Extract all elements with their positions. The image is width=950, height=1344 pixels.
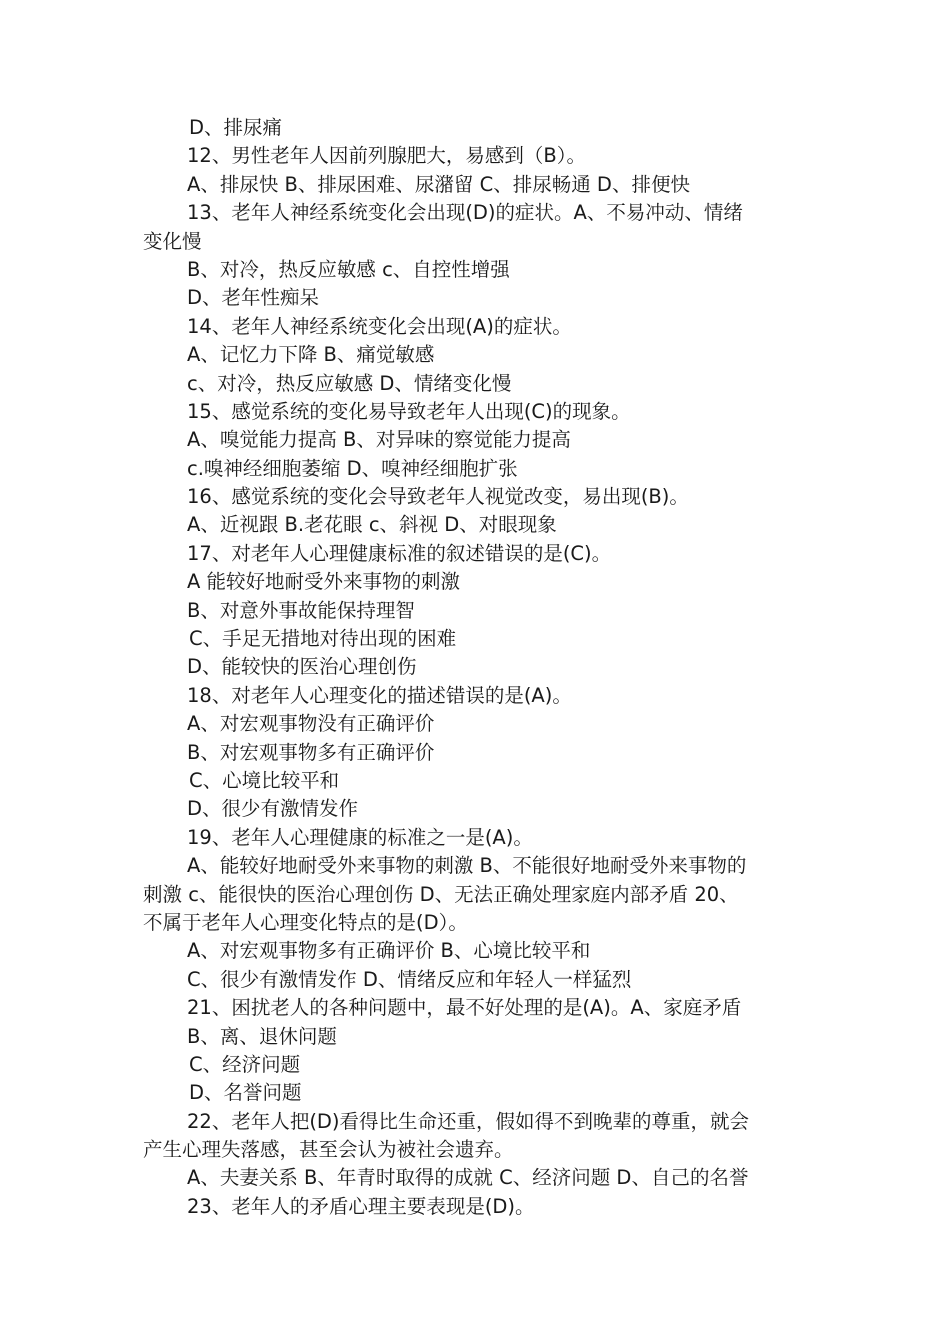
text-line: 15、感觉系统的变化易导致老年人出现(C)的现象。 [187, 399, 631, 423]
text-line: 23、老年人的矛盾心理主要表现是(D)。 [187, 1194, 535, 1218]
text-line: C、心境比较平和 [189, 768, 340, 792]
text-line: 不属于老年人心理变化特点的是(D）。 [143, 910, 468, 934]
text-line: A 能较好地耐受外来事物的刺激 [187, 570, 461, 594]
text-line: c.嗅神经细胞萎缩 D、嗅神经细胞扩张 [187, 456, 518, 480]
text-line: A、排尿快 B、排尿困难、尿潴留 C、排尿畅通 D、排便快 [187, 172, 690, 196]
text-line: 18、对老年人心理变化的描述错误的是(A)。 [187, 683, 572, 707]
text-line: 变化慢 [143, 229, 202, 253]
text-line: D、老年性痴呆 [187, 286, 320, 310]
text-line: 刺激 c、能很快的医治心理创伤 D、无法正确处理家庭内部矛盾 20、 [143, 882, 739, 906]
text-line: B、离、退休问题 [187, 1024, 337, 1048]
text-line: D、能较快的医治心理创伤 [187, 655, 417, 679]
text-line: 17、对老年人心理健康标准的叙述错误的是(C)。 [187, 541, 612, 565]
text-line: 22、老年人把(D)看得比生命还重，假如得不到晚辈的尊重，就会 [187, 1109, 750, 1133]
text-line: A、对宏观事物没有正确评价 [187, 712, 435, 736]
text-line: A、对宏观事物多有正确评价 B、心境比较平和 [187, 939, 591, 963]
text-line: c、对冷，热反应敏感 D、情绪变化慢 [187, 371, 512, 395]
text-line: 21、困扰老人的各种问题中，最不好处理的是(A)。A、家庭矛盾 [187, 996, 742, 1020]
text-line: A、能较好地耐受外来事物的刺激 B、不能很好地耐受外来事物的 [187, 854, 747, 878]
text-line: D、排尿痛 [189, 116, 283, 139]
document-body [143, 114, 813, 1221]
text-line: 13、老年人神经系统变化会出现(D)的症状。A、不易冲动、情绪 [187, 201, 743, 225]
text-line: 12、男性老年人因前列腺肥大，易感到（B）。 [187, 144, 586, 168]
text-line: 产生心理失落感，甚至会认为被社会遗弃。 [143, 1138, 514, 1162]
text-line: 19、老年人心理健康的标准之一是(A)。 [187, 825, 533, 849]
text-line: C、经济问题 [189, 1052, 301, 1076]
text-line: C、很少有激情发作 D、情绪反应和年轻人一样猛烈 [187, 967, 632, 991]
text-line: A、近视跟 B.老花眼 c、斜视 D、对眼现象 [187, 513, 557, 537]
text-line: B、对意外事故能保持理智 [187, 598, 415, 622]
text-line: B、对宏观事物多有正确评价 [187, 740, 435, 764]
text-line: A、夫妻关系 B、年青时取得的成就 C、经济问题 D、自己的名誉 [187, 1166, 749, 1190]
text-line: D、很少有激情发作 [187, 797, 359, 821]
text-line: 16、感觉系统的变化会导致老年人视觉改变，易出现(B)。 [187, 485, 689, 509]
text-line: C、手足无措地对待出现的困难 [189, 627, 457, 651]
text-line: A、记忆力下降 B、痛觉敏感 [187, 343, 435, 367]
text-line: 14、老年人神经系统变化会出现(A)的症状。 [187, 314, 572, 338]
text-line: B、对冷，热反应敏感 c、自控性增强 [187, 257, 510, 281]
text-line: D、名誉问题 [189, 1081, 302, 1105]
text-line: A、嗅觉能力提高 B、对异味的察觉能力提高 [187, 428, 571, 452]
